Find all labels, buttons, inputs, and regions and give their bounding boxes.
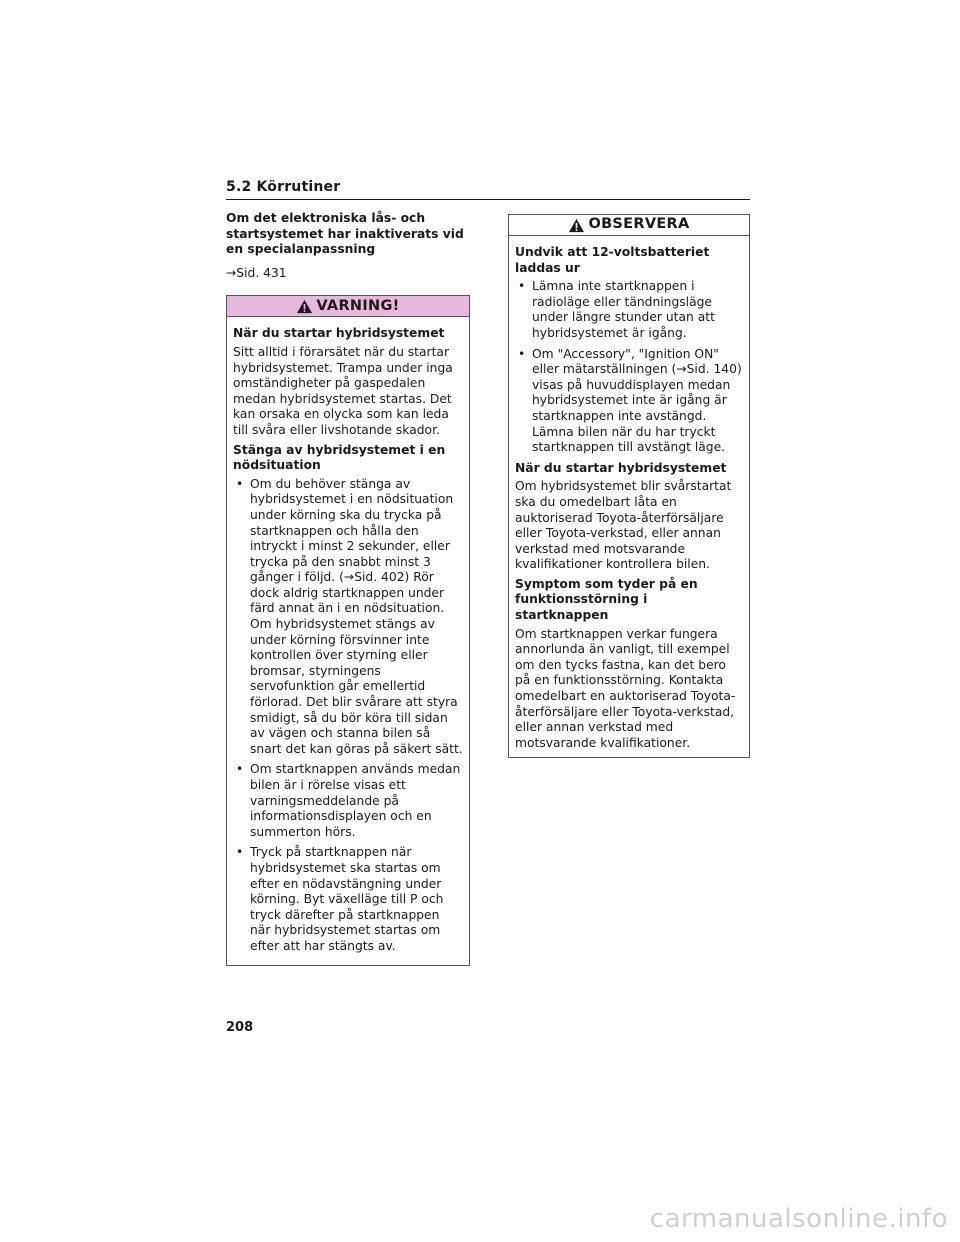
warning-bullet: • Om startknappen används medan bilen är i rörelse visas ett varningsmeddelande på informationsdisplayen och en summerton hörs. bbox=[233, 762, 463, 840]
notice-title: OBSERVERA bbox=[588, 216, 690, 233]
warning-box bbox=[226, 295, 470, 965]
notice-paragraph-symptom: Om startknappen verkar fungera annorlunda än vanligt, till exempel om den tycks fastna, kan det bero på en funktionsstörning. Kontakta omedelbart en auktoriserad Toyota-återförsäljare eller Toyota-verkstad, eller annan verkstad med motsvarande kvalifikationer. bbox=[515, 626, 736, 750]
notice-subheading-symptom: Symptom som tyder på en funktionsstörning i startknappen bbox=[515, 576, 698, 623]
warning-box-header bbox=[227, 296, 469, 317]
notice-bullet-list bbox=[515, 279, 743, 456]
page-number: 208 bbox=[226, 1020, 254, 1035]
left-column bbox=[226, 211, 470, 966]
notice-bullet: • Lämna inte startknappen i radioläge eller tändningsläge under längre stunder utan att hybridsystemet är igång. bbox=[515, 279, 743, 341]
warning-title: VARNING! bbox=[316, 297, 400, 314]
warning-body bbox=[227, 317, 469, 964]
warning-bullet: • Tryck på startknappen när hybridsystemet ska startas om efter en nödavstängning under körning. Byt växelläge till P och tryck därefter på startknappen när hybridsystemet startas om efter att har stängts av. bbox=[233, 845, 463, 954]
notice-box-header bbox=[509, 215, 749, 236]
notice-subheading-battery: Undvik att 12-voltsbatteriet laddas ur bbox=[515, 245, 710, 275]
warning-paragraph-start: Sitt alltid i förarsätet när du startar hybridsystemet. Trampa under inga omständigheter på gaspedalen medan hybridsystemet startas. Det kan orsaka en olycka som kan leda till svåra eller livshotande skador. bbox=[233, 344, 453, 437]
right-column bbox=[508, 214, 750, 758]
warning-subheading-start: När du startar hybridsystemet bbox=[233, 326, 445, 341]
notice-subheading-start: När du startar hybridsystemet bbox=[515, 460, 727, 475]
page-reference-link[interactable]: →Sid. 431 bbox=[226, 265, 287, 280]
topic-heading: Om det elektroniska lås- och startsystemet har inaktiverats vid en specialanpassning bbox=[226, 211, 464, 257]
notice-bullet: • Om "Accessory", "Ignition ON" eller mätarställningen (→Sid. 140) visas på huvuddisplayen medan hybridsystemet inte är igång är startknappen inte avstängd. Lämna bilen när du har tryckt startknappen till avstängt läge. bbox=[515, 347, 743, 456]
notice-paragraph-start: Om hybridsystemet blir svårstartat ska du omedelbart låta en auktoriserad Toyota-återförsäljare eller Toyota-verkstad, eller annan verkstad med motsvarande kvalifikationer kontrollera bilen. bbox=[515, 479, 732, 572]
notice-box bbox=[508, 214, 750, 758]
warning-bullet-list bbox=[233, 477, 463, 955]
notice-body bbox=[509, 236, 749, 757]
warning-subheading-emergency: Stänga av hybridsystemet i en nödsituation bbox=[233, 442, 446, 473]
section-header: 5.2 Körrutiner bbox=[226, 179, 750, 200]
warning-bullet: • Om du behöver stänga av hybridsystemet i en nödsituation under körning ska du trycka på startknappen och hålla den intryckt i minst 2 sekunder, eller trycka på den snabbt minst 3 gånger i följd. (→Sid. 402) Rör dock aldrig startknappen under färd annat än i en nödsituation. Om hybridsystemet stängs av under körning försvinner inte kontrollen över styrning eller bromsar, styrningens servofunktion går emellertid förlorad. Det blir svårare att styra smidigt, så du bör köra till sidan av vägen och stanna bilen så snart det kan göras på säkert sätt. bbox=[233, 477, 463, 758]
warning-triangle-icon bbox=[296, 299, 313, 314]
watermark: carmanualsonline.info bbox=[649, 1204, 948, 1234]
caution-triangle-icon bbox=[568, 218, 585, 233]
